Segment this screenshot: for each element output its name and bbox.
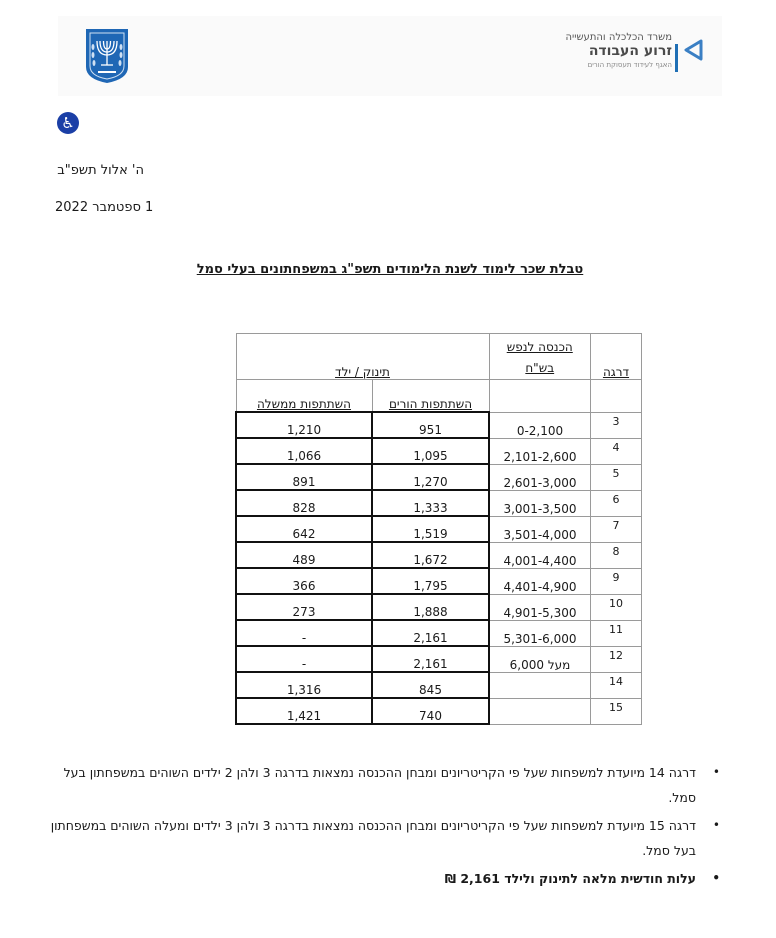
- table-row: [236, 542, 642, 568]
- cell-parents: [372, 594, 489, 620]
- ministry-name: משרד הכלכלה והתעשייה: [565, 32, 672, 43]
- cell-government: [236, 516, 372, 542]
- cell-parents: [372, 516, 489, 542]
- cell-grade: [591, 412, 642, 438]
- cell-grade: [591, 568, 642, 594]
- cell-income-value: 3,501-4,000: [503, 527, 577, 542]
- cell-government: [236, 594, 372, 620]
- cell-government: [236, 672, 372, 698]
- cell-grade-value: 9: [612, 570, 620, 584]
- header-group-infant-child: תינוק / ילד: [236, 334, 489, 380]
- cell-parents: [372, 412, 489, 438]
- cell-government-value: 1,316: [286, 683, 322, 697]
- cell-grade: [591, 698, 642, 724]
- cell-parents-value: 845: [419, 683, 442, 697]
- cell-parents: [372, 672, 489, 698]
- logo-bar: [675, 44, 678, 72]
- cell-grade: [591, 672, 642, 698]
- cell-grade-value: 6: [612, 492, 620, 506]
- cell-parents: [372, 542, 489, 568]
- bullet-icon: •: [712, 818, 720, 832]
- cell-government-value: -: [301, 657, 307, 671]
- cell-parents-value: 1,519: [413, 527, 448, 541]
- cell-income: [489, 490, 591, 516]
- bullet-icon: •: [712, 765, 720, 779]
- table-row: [236, 594, 642, 620]
- cell-grade-value: 14: [609, 674, 623, 688]
- cell-grade-value: 15: [609, 700, 623, 714]
- cell-parents-value: 2,161: [413, 657, 448, 671]
- header-parents: השתתפות הורים: [372, 380, 489, 413]
- hebrew-date: ה' אלול תשפ"ב: [57, 163, 144, 178]
- cell-parents-value: 740: [419, 709, 442, 723]
- cell-income: [489, 698, 591, 724]
- ministry-department: האגף לעידוד תעסוקת הורים: [587, 61, 672, 69]
- table-row: [236, 568, 642, 594]
- cell-government: [236, 490, 372, 516]
- cell-income-value: 3,001-3,500: [503, 501, 577, 516]
- cell-grade: [591, 646, 642, 672]
- cell-grade: [591, 464, 642, 490]
- cell-grade-value: 3: [612, 414, 620, 428]
- ministry-logo: [552, 30, 712, 76]
- cell-income-value: 2,601-3,000: [503, 475, 577, 490]
- cell-government-value: 366: [292, 579, 316, 593]
- table-row: [236, 464, 642, 490]
- cell-government: [236, 698, 372, 724]
- cell-government: [236, 412, 372, 438]
- cell-parents-value: 1,795: [413, 579, 448, 593]
- cell-income-value: מעל 6,000: [509, 657, 571, 672]
- table-header-row: [236, 334, 642, 380]
- cell-grade-value: 5: [612, 466, 620, 480]
- cell-income: [489, 646, 591, 672]
- cell-parents-value: 2,161: [413, 631, 448, 645]
- cell-government-value: -: [301, 631, 307, 645]
- cell-grade-value: 8: [612, 544, 620, 558]
- cell-income-value: 5,301-6,000: [503, 631, 577, 646]
- cell-government-value: 828: [292, 501, 316, 515]
- cell-income-value: 0-2,100: [516, 423, 564, 438]
- header-income-currency: בש"ח: [525, 361, 555, 375]
- cell-government-value: 489: [292, 553, 316, 567]
- table-row: [236, 620, 642, 646]
- cell-government: [236, 438, 372, 464]
- note-grade-15: [50, 813, 730, 863]
- header-government: השתתפות ממשלה: [236, 380, 372, 413]
- cell-income: [489, 412, 591, 438]
- cell-income: [489, 516, 591, 542]
- cell-government: [236, 568, 372, 594]
- header-income: הכנסה לנפש בש"ח: [489, 334, 591, 380]
- cell-parents-value: 1,270: [413, 475, 448, 489]
- table-row: [236, 412, 642, 438]
- cell-parents-value: 1,095: [413, 449, 448, 463]
- table-row: [236, 516, 642, 542]
- cell-income: [489, 542, 591, 568]
- tuition-fee-table: [235, 333, 642, 725]
- cell-parents: [372, 464, 489, 490]
- cell-government-value: 642: [292, 527, 316, 541]
- cell-grade: [591, 438, 642, 464]
- cell-income-value: 4,901-5,300: [503, 605, 577, 620]
- subheader-income-empty: [489, 380, 591, 413]
- table-row: [236, 672, 642, 698]
- cell-parents-value: 951: [419, 423, 442, 437]
- cell-income: [489, 620, 591, 646]
- table-row: [236, 646, 642, 672]
- note-full-cost: [50, 866, 730, 891]
- cell-government: [236, 542, 372, 568]
- cell-parents-value: 1,888: [413, 605, 448, 619]
- header-grade: דרגה: [591, 334, 642, 380]
- cell-government: [236, 646, 372, 672]
- cell-income-value: 4,001-4,400: [503, 553, 577, 568]
- cell-government-value: 1,210: [286, 423, 322, 437]
- cell-income-value: 2,101-2,600: [503, 449, 577, 464]
- cell-grade: [591, 620, 642, 646]
- note-text: דרגה 14 מיועדת למשפחות שעל פי הקריטריונים ומבחן ההכנסה נמצאות בדרגה 3 ולהן 2 ילדים השוהים במשפחתון בעל סמל.: [63, 765, 696, 805]
- cell-government-value: 891: [292, 475, 316, 489]
- cell-parents: [372, 438, 489, 464]
- subheader-grade-empty: [591, 380, 642, 413]
- ministry-triangle-icon: [682, 38, 704, 62]
- cell-grade-value: 7: [612, 518, 620, 532]
- cell-government-value: 1,421: [286, 709, 322, 723]
- cell-parents: [372, 646, 489, 672]
- cell-government-value: 1,066: [286, 449, 322, 463]
- notes-list: [50, 760, 730, 894]
- cell-grade: [591, 516, 642, 542]
- cell-government: [236, 620, 372, 646]
- cell-income: [489, 438, 591, 464]
- cell-income-value: 4,401-4,900: [503, 579, 577, 594]
- table-row: [236, 698, 642, 724]
- note-grade-14: [50, 760, 730, 810]
- cell-grade-value: 10: [609, 596, 623, 610]
- note-text: דרגה 15 מיועדת למשפחות שעל פי הקריטריונים ומבחן ההכנסה נמצאות בדרגה 3 ולהן 3 ילדים ומעלה השוהים במשפחתון בעל סמל.: [50, 818, 696, 858]
- cell-grade: [591, 542, 642, 568]
- cell-government-value: 273: [292, 605, 316, 619]
- cell-parents: [372, 568, 489, 594]
- cell-parents: [372, 620, 489, 646]
- cell-government: [236, 464, 372, 490]
- table-row: [236, 490, 642, 516]
- cell-grade: [591, 490, 642, 516]
- cell-income: [489, 594, 591, 620]
- wheelchair-accessibility-icon[interactable]: ♿: [57, 112, 79, 134]
- cell-grade-value: 4: [612, 440, 620, 454]
- cell-income: [489, 568, 591, 594]
- cell-grade-value: 12: [609, 648, 623, 662]
- cell-income: [489, 464, 591, 490]
- ministry-division: זרוע העבודה: [588, 43, 672, 59]
- cell-grade: [591, 594, 642, 620]
- state-emblem-icon: [84, 27, 130, 85]
- table-subheader-row: [236, 380, 642, 413]
- cell-parents: [372, 698, 489, 724]
- cell-parents-value: 1,672: [413, 553, 448, 567]
- table-row: [236, 438, 642, 464]
- cell-parents-value: 1,333: [413, 501, 448, 515]
- document-title: טבלת שכר לימוד לשנת הלימודים תשפ"ג במשפחתונים בעלי סמל: [196, 262, 584, 277]
- cell-income: [489, 672, 591, 698]
- gregorian-date: 1 ספטמבר 2022: [55, 200, 154, 215]
- note-text: עלות חודשית מלאה לתינוק ולילד 2,161 ₪: [444, 871, 696, 886]
- bullet-icon: •: [712, 871, 720, 885]
- cell-parents: [372, 490, 489, 516]
- cell-grade-value: 11: [609, 622, 623, 636]
